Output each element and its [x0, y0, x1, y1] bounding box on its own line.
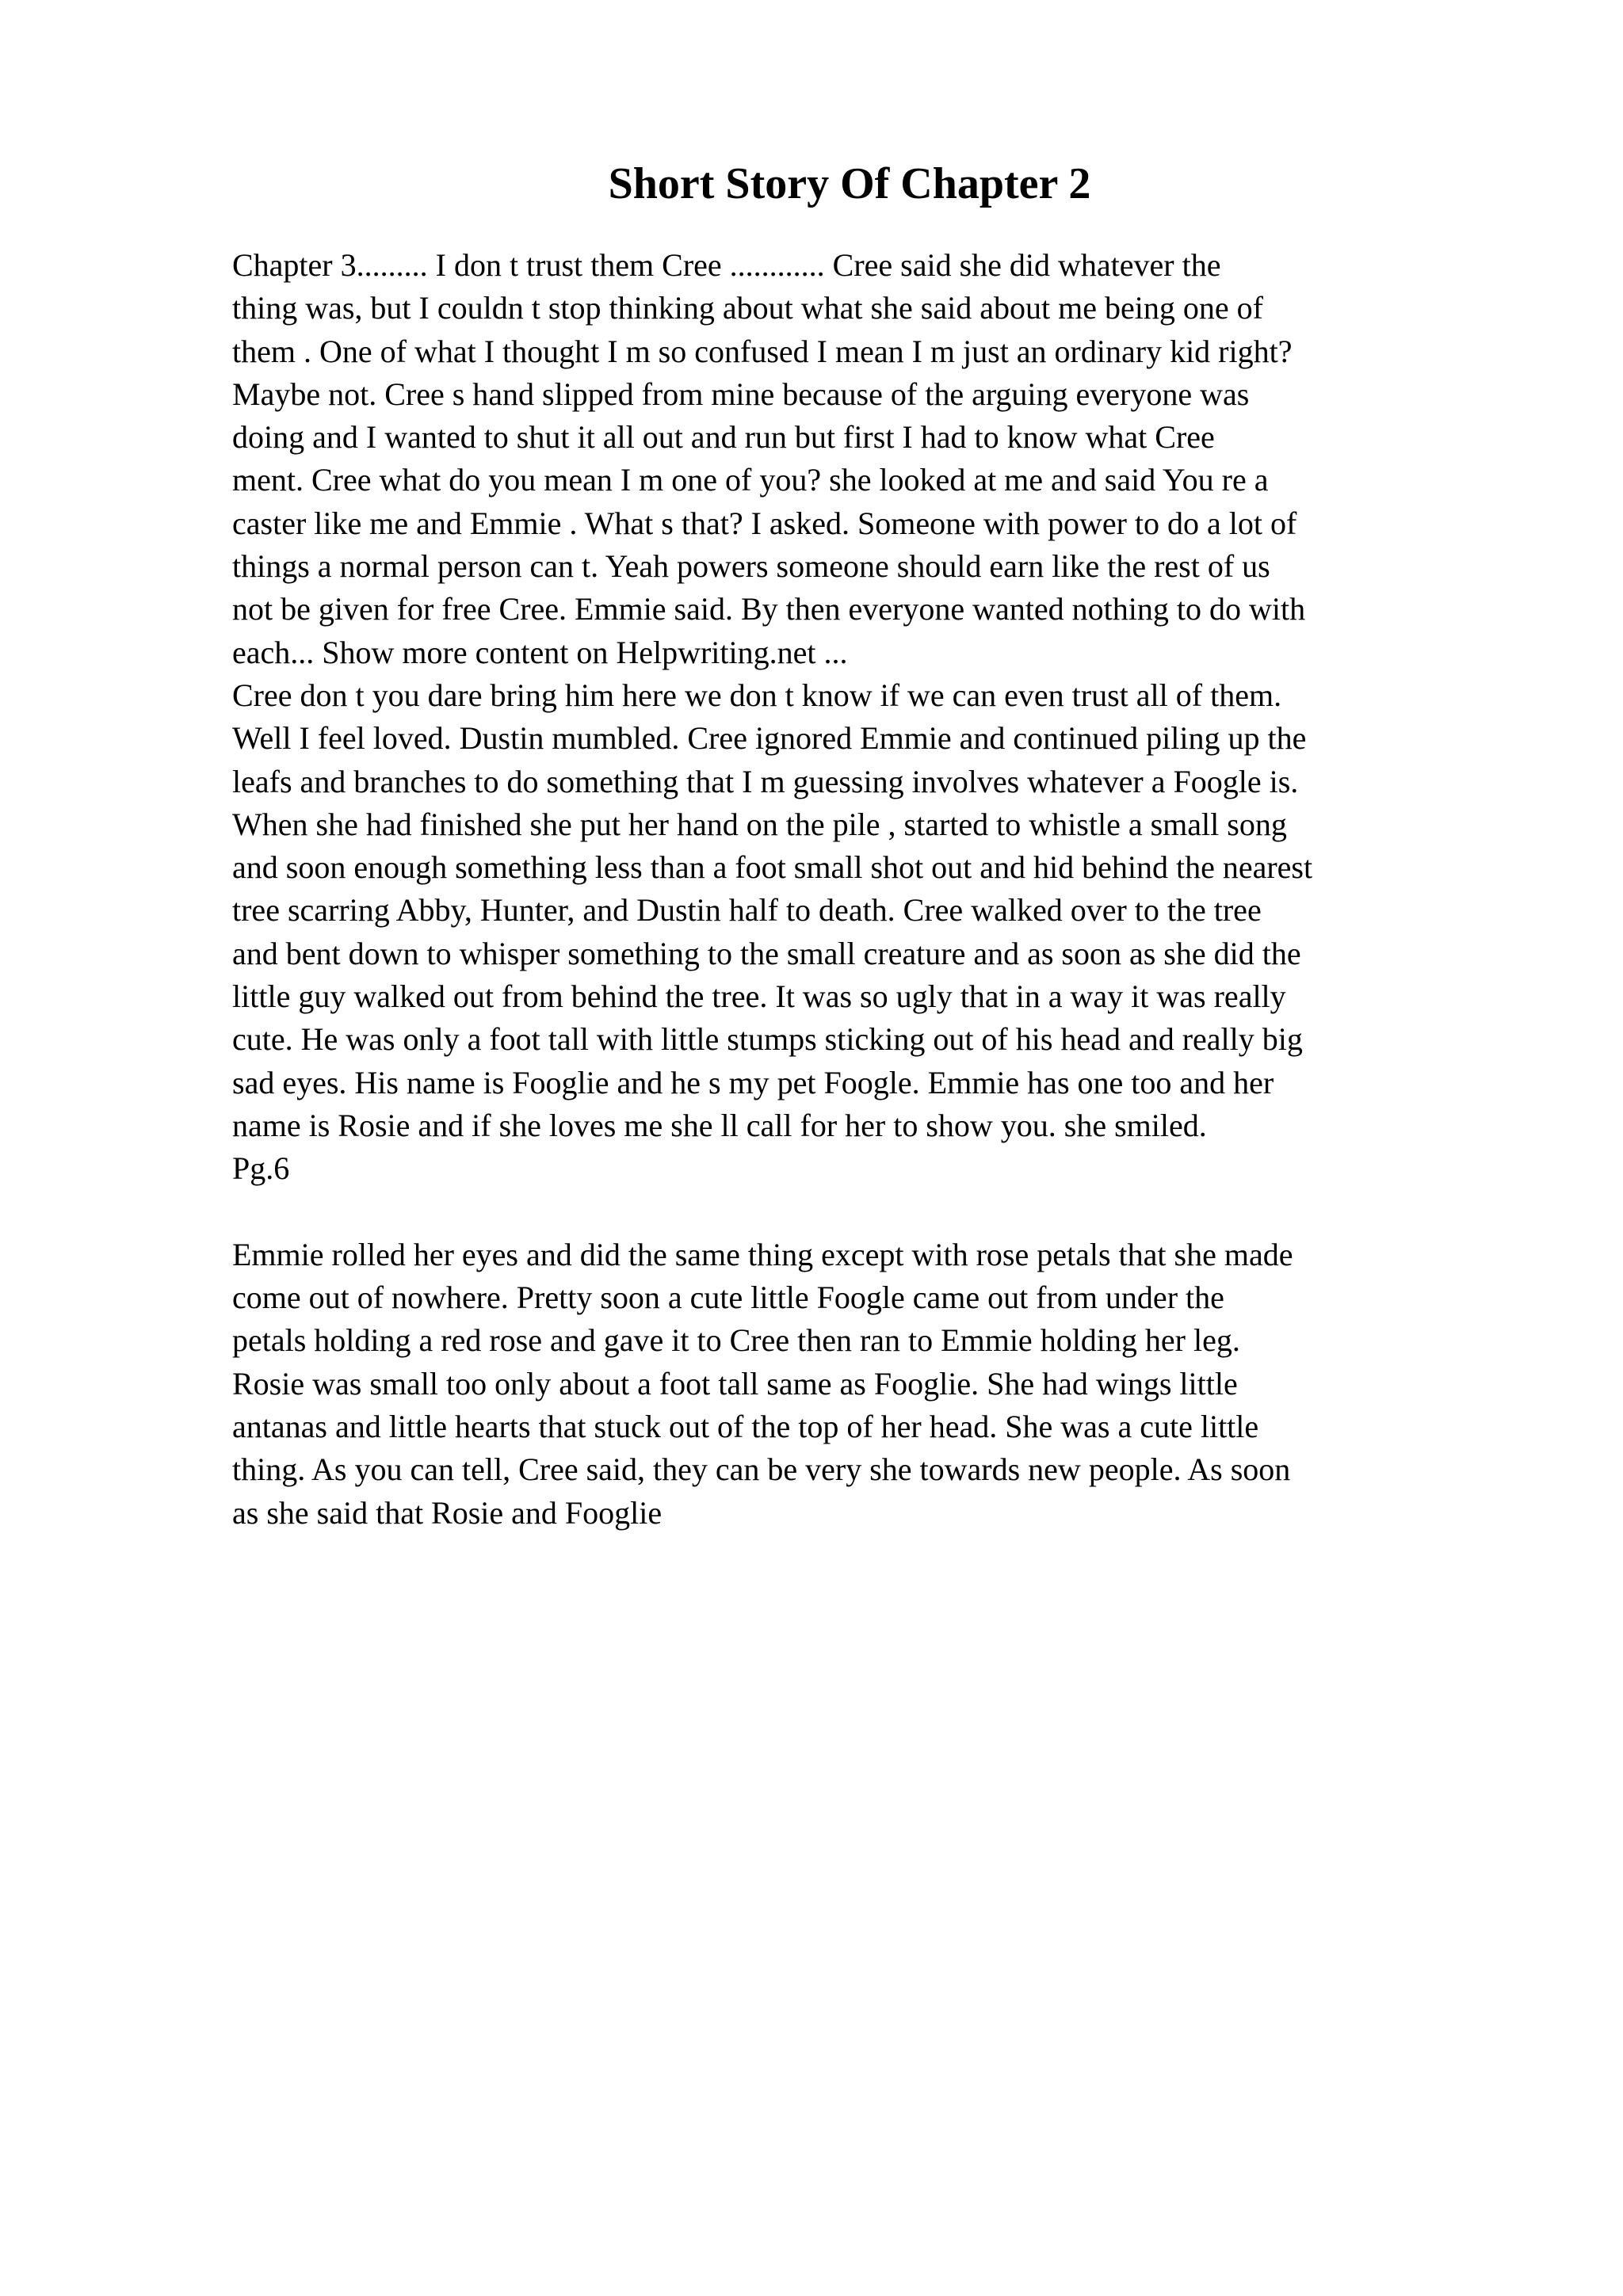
text-line: antanas and little hearts that stuck out of the top of her head. She was a cute little [232, 1409, 1259, 1445]
text-line: Chapter 3......... I don t trust them Cree ............ Cree said she did whatever the [232, 247, 1221, 283]
document-title: Short Story Of Chapter 2 [608, 159, 1091, 208]
text-line: as she said that Rosie and Fooglie [232, 1494, 663, 1531]
text-line: little guy walked out from behind the tree. It was so ugly that in a way it was really [232, 978, 1286, 1015]
text-line: petals holding a red rose and gave it to Cree then ran to Emmie holding her leg. [232, 1322, 1240, 1359]
text-line: them . One of what I thought I m so confused I mean I m just an ordinary kid right? [232, 333, 1293, 369]
text-line: Well I feel loved. Dustin mumbled. Cree ignored Emmie and continued piling up the [232, 720, 1307, 757]
text-line: each... Show more content on Helpwriting.net ... [232, 634, 848, 670]
text-line: tree scarring Abby, Hunter, and Dustin half to death. Cree walked over to the tree [232, 892, 1262, 929]
paragraph-break [232, 1191, 1500, 1234]
text-line: Maybe not. Cree s hand slipped from mine because of the arguing everyone was [232, 376, 1250, 412]
text-line: thing was, but I couldn t stop thinking about what she said about me being one of [232, 290, 1263, 326]
text-line: leafs and branches to do something that I m guessing involves whatever a Foogle is. [232, 763, 1299, 799]
text-line: caster like me and Emmie . What s that? I asked. Someone with power to do a lot of [232, 505, 1297, 541]
text-line: not be given for free Cree. Emmie said. By then everyone wanted nothing to do with [232, 591, 1306, 627]
text-line: and soon enough something less than a foot small shot out and hid behind the nearest [232, 849, 1313, 886]
text-line: cute. He was only a foot tall with little stumps sticking out of his head and really big [232, 1021, 1303, 1058]
text-line: doing and I wanted to shut it all out and run but first I had to know what Cree [232, 419, 1215, 456]
text-line: Emmie rolled her eyes and did the same thing except with rose petals that she made [232, 1236, 1293, 1272]
document-body [232, 244, 1500, 1535]
text-line: Rosie was small too only about a foot tall same as Fooglie. She had wings little [232, 1365, 1238, 1402]
text-line: When she had finished she put her hand on the pile , started to whistle a small song [232, 806, 1287, 842]
text-line: Cree don t you dare bring him here we don t know if we can even trust all of them. [232, 677, 1282, 713]
text-line: thing. As you can tell, Cree said, they can be very she towards new people. As soon [232, 1451, 1291, 1488]
text-line: things a normal person can t. Yeah powers someone should earn like the rest of us [232, 548, 1270, 585]
text-line: sad eyes. His name is Fooglie and he s my pet Foogle. Emmie has one too and her [232, 1064, 1274, 1100]
text-line: and bent down to whisper something to the small creature and as soon as she did the [232, 935, 1301, 971]
text-line: come out of nowhere. Pretty soon a cute little Foogle came out from under the [232, 1280, 1224, 1316]
text-line: Pg.6 [232, 1150, 290, 1187]
text-line: name is Rosie and if she loves me she ll call for her to show you. she smiled. [232, 1107, 1207, 1143]
text-line: ment. Cree what do you mean I m one of you? she looked at me and said You re a [232, 462, 1269, 498]
